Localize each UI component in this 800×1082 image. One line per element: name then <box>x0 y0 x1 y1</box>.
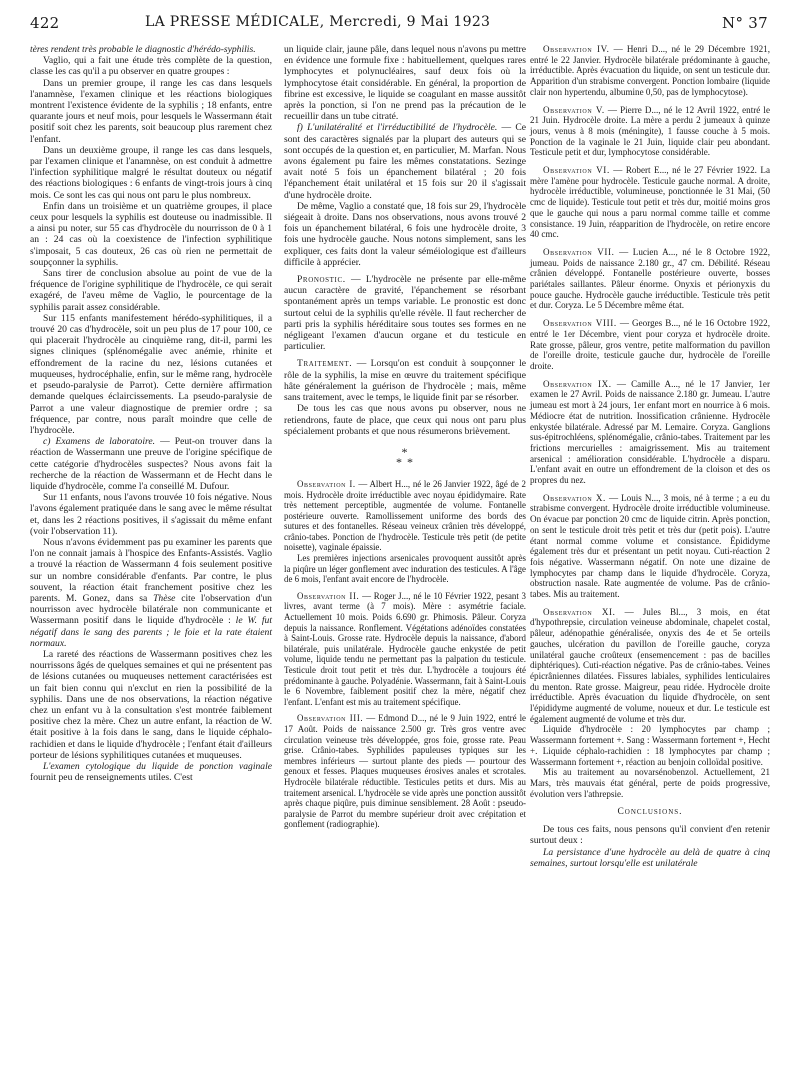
section-heading: c) Examens de laboratoire. <box>43 436 156 448</box>
paragraph: un liquide clair, jaune pâle, dans lequel nous n'avons pu mettre en évidence une formule fixe : habituellement, quelques rares lymphocytes et polynucléaires, sauf deux fois où la lymphocytose était considérable. En général, la proportion de fibrine est excessive, le liquide se coagulant en masse aussitôt après la ponction, si l'on ne prend pas la précaution de le recueillir dans un tube citraté. <box>284 44 526 123</box>
text: Nous n'avons évidemment pas pu examiner les parents que l'on ne connait jamais à l'hospice des Enfants-Assistés. Vaglio a trouvé la réaction de Wassermann 4 fois seulement positive sur un nombre considérable d'enfants. Par contre, le plus souvent, la réaction était franchement positive chez les parents. M. Gonez, dans sa <box>30 536 272 604</box>
observation <box>530 318 770 372</box>
paragraph: La rareté des réactions de Wassermann positives chez les nourrissons âgés de quelques semaines et qui ne présentent pas de lésions cutanées ou muqueuses nettement caractérisées est un fait bien connu qui n'exclut en rien la possibilité de la syphilis. Dans une de nos observations, la réaction négative chez un enfant vu à la consultation s'est montrée faiblement positive chez la mère. Chez un autre enfant, la réaction de W. était positive à la fois dans le sang, dans le liquide céphalo-rachidien et dans le liquide d'hydrocèle ; l'enfant était d'ailleurs porteur de lésions syphilitiques cutanées et muqueuses. <box>30 648 273 761</box>
page-number: 422 <box>30 14 60 32</box>
text: — Ce sont des caractères signalés par la plupart des auteurs qui se sont occupés de la question et, en particulier, M. Marfan. Nous avons également pu faire les mêmes constatations. Sezinge avait noté 5 fois un épanchement bilatéral ; 20 fois l'épanchement était unilatéral et 15 fois sur 20 il s'agissait d'une hydrocèle droite. <box>284 122 526 201</box>
paragraph <box>284 358 526 403</box>
text: — Edmond D..., né le 9 Juin 1922, entré le 17 Août. Poids de naissance 2.500 gr. Très gros ventre avec circulation veineuse très développée, gros foie, grosse rate. Peau grise. Crânio-tabes. Syphilides papuleuses typiques sur les membres inférieurs — surtout plante des pieds — pourtour des genoux et fesses. Plaques muqueuses érosives anales et scrotales. Hydrocèle bilatérale réductible. Testicules petits et durs. Mis au traitement arsenical. L'hydrocèle se vide après une ponction aussitôt après chaque piqûre, puis diminue sensiblement. 28 Août : pseudo-paralysie de Parrot du membre supérieur droit avec crépitation et gonflement (radiographie). <box>284 713 526 830</box>
observation-heading: Observation III. <box>297 713 364 724</box>
observation <box>284 713 526 830</box>
observation <box>530 105 770 159</box>
column-3 <box>530 44 770 869</box>
paragraph: Sur 115 enfants manifestement hérédo-syphilitiques, il a trouvé 20 cas d'hydrocèle, soit un peu plus de 17 pour 100, ce qui placerait l'hydrocèle au cinquième rang, dit-il, parmi les signes cliniques (splénomégalie avec anémie, rhinite et effondrement de la racine du nez, lésions cutanées et muqueuses, hydrocéphalie, enfin, sur le même rang, hydrocèle et pseudo-paralysie de Parrot). Cette dernière affirmation demande quelques éclaircissements. La pseudo-paralysie de Parrot a une valeur diagnostique de premier ordre ; sa fréquence, par contre, nous paraît moindre que celle de l'hydrocèle. <box>30 312 272 436</box>
paragraph: Mis au traitement au novarsénobenzol. Actuellement, 21 Mars, très mauvais état général, perte de poids progressive, évolution vers l'athrepsie. <box>530 767 770 799</box>
text: — Pierre D..., né le 12 Avril 1922, entré le 21 Juin. Hydrocèle droite. La mère a perdu 2 jumeaux à quinze jours, venus à 8 mois (méningite), 1 fausse couche à 5 mois. Ponction de la vaginale le 21 Juin, liquide clair peu abondant. Testicule petit et dur, lymphocytose considérable. <box>530 104 770 158</box>
text: le W. fut négatif dans le sang des parents ; le foie et la rate étaient normaux. <box>30 615 272 649</box>
text: fournit peu de renseignements utiles. C'est <box>30 772 193 784</box>
observation-heading: Observation IX. <box>543 378 612 389</box>
paragraph: La persistance d'une hydrocèle au delà de quatre à cinq semaines, surtout lorsqu'elle est unilatérale <box>530 846 770 869</box>
asterism-divider: * * * <box>396 444 414 469</box>
text: Thèse <box>153 592 176 604</box>
text: — L'hydrocèle ne présente par elle-même aucun caractère de gravité, l'épanchement se résorbant spontanément après un temps variable. Le pronostic est donc surtout celui de la syphilis qu'elle révèle. Il faut rechercher de parti pris la syphilis héréditaire sous toutes ses formes en ne négligeant l'examen d'aucun organe et du testicule en particulier. <box>284 274 526 353</box>
observation-heading: Observation VII. <box>543 246 615 257</box>
column-1 <box>30 44 272 783</box>
observation-heading: Observation XI. <box>543 606 616 617</box>
observation <box>284 591 526 708</box>
paragraph <box>284 122 526 200</box>
paragraph <box>284 274 526 352</box>
text: — Louis N..., 3 mois, né à terme ; a eu du strabisme convergent. Hydrocèle droite irréductible volumineuse. On évacue par ponction 20 cmc de liquide citrin. Après ponction, on sent le testicule droit très petit et très dur (petit pois). L'autre étant normal comme volume et consistance. Épididyme également très dur et présentant un petit noyau. Cuti-réaction 2 fois négative. Wassermann négatif. On note une dizaine de lymphocytes par champ dans le liquide d'hydrocèle. Coryza, obstruction nasale. Rate augmentée de volume. Pas de crânio-tabes. Mis au traitement. <box>530 492 770 600</box>
observation-heading: Observation VI. <box>543 165 610 176</box>
issue-number: N° 37 <box>722 14 768 32</box>
text: — Jules Bl..., 3 mois, en état d'hypothrepsie, circulation veineuse abdominale, chapelet costal, pâleur, adénopathie généralisée, onyxis des 4e et 5e orteils gauches, ulcération du pavillon de l'oreille gauche, coryza unilatéral gauche croûteux (ensemencement : pas de bacilles diphtériques). Cuti-réaction négative. Pas de crânio-tabes. Veines épicrâniennes dilatées. Fissures labiales, syphilides lenticulaires du menton. Rate grosse. Maigreur, peau ridée. Hydrocèle droite irréductible. Après évacuation du liquide d'hydrocèle, on sent l'épididyme augmenté de volume, noueux et dur. Le testicule est également augmenté de volume et très dur. <box>530 606 770 724</box>
page-header <box>30 14 768 34</box>
paragraph: Liquide d'hydrocèle : 20 lymphocytes par champ ; Wassermann fortement +. Sang : Wassermann fortement +, Hecht +. Liquide céphalo-rachidien : 18 lymphocytes par champ ; Wassermann fortement +, réaction au benjoin colloïdal positive. <box>530 724 770 767</box>
text: — Henri D..., né le 29 Décembre 1921, entré le 22 Janvier. Hydrocèle bilatérale prédominante à gauche, irréductible. Après évacuation du liquide, on sent un testicule dur. Apparition d'un strabisme convergent. Ponction lombaire (liquide clair non hypertendu, albumine 0,50, pas de lymphocytose). <box>530 44 770 97</box>
section-heading: Traitement. <box>297 358 353 370</box>
text: — Albert H..., né le 26 Janvier 1922, âgé de 2 mois. Hydrocèle droite irréductible avec noyau épididymaire. Rate très nettement perceptible, augmentée de volume. Fontanelle postérieure ouverte. Ramollissement uniforme des bords des sutures et des fontanelles. Réseau veineux crânien très développé, crânio-tabes. Ponction de l'hydrocèle. Testicule très petit (de petite noisette), vaginale épaissie. <box>284 478 526 553</box>
observation <box>530 379 770 486</box>
paragraph <box>30 761 272 783</box>
text: L'examen cytologique du liquide de ponction vaginale <box>43 761 272 772</box>
observation-heading: Observation IV. <box>543 44 610 54</box>
observation-heading: Observation II. <box>297 590 360 601</box>
text: cite l'observation d'un nourrisson avec hydrocèle bilatérale non communicante et Wassermann positif dans le liquide d'hydrocèle : <box>30 592 272 627</box>
observation <box>530 165 770 240</box>
paragraph: Dans un deuxième groupe, il range les cas dans lesquels, par l'examen clinique et l'anamnèse, on est conduit à admettre l'infection syphilitique malgré le résultat douteux ou négatif des réactions biologiques : 6 enfants de vingt-trois jours à cinq mois. Ce sont les cas qui nous ont paru le plus nombreux. <box>30 144 272 201</box>
paragraph: Sans tirer de conclusion absolue au point de vue de la fréquence de l'origine syphilitique de l'hydrocèle, ce qui serait exagéré, de l'aveu même de Vaglio, le pourcentage de la syphilis parait assez considérable. <box>30 268 272 313</box>
column-2 <box>284 44 526 830</box>
text: — Peut-on trouver dans la réaction de Wassermann une preuve de l'origine spécifique de cette catégorie d'hydrocèles suspectes? Nous avons fait la recherche de la réaction de Wassermann et de Hecht dans le liquide d'hydrocèle, comme l'a conseillé M. Dufour. <box>30 436 272 492</box>
conclusions-heading: Conclusions. <box>617 807 683 818</box>
paragraph <box>30 436 272 492</box>
observation-heading: Observation X. <box>543 492 606 503</box>
paragraph: De tous les cas que nous avons pu observer, nous ne retiendrons, faute de place, que ceux qui nous ont paru plus spécialement probants et que nous résumerons brièvement. <box>284 403 526 437</box>
text: — Robert E..., né le 27 Février 1922. La mère l'amène pour hydrocèle. Testicule gauche normal. A droite, hydrocèle irréductible, volumineuse, ponctionnée le 31 Mai, (50 cmc de liquide). Testicule tout petit et très dur, moitié moins gros que le gauche qui nous a paru normal comme taille et comme consistance. 19 Juin, réapparition de l'hydrocèle, on retire encore 40 cmc. <box>530 165 770 240</box>
paragraph: De tous ces faits, nous pensons qu'il convient d'en retenir surtout deux : <box>530 824 770 847</box>
observation <box>530 493 770 600</box>
text: — Lorsqu'on est conduit à soupçonner le rôle de la syphilis, la mise en œuvre du traitement spécifique hâte généralement la guérison de l'hydrocèle ; mais, même sans traitement, avec le temps, le liquide finit par se résorber. <box>284 358 526 404</box>
text: — Georges B..., né le 16 Octobre 1922, entré le 1er Décembre, vient pour coryza et hydrocèle droite. Rate grosse, pâleur, gros ventre, petite malformation du pavillon de l'oreille droite, testicule gauche dur, hydrocèle de l'oreille droite. <box>530 318 770 371</box>
observation <box>530 44 770 98</box>
paragraph: Enfin dans un troisième et un quatrième groupes, il place ceux pour lesquels la syphilis est douteuse ou inadmissible. Il a ainsi pu noter, sur 55 cas d'hydrocèle du nourrisson de 0 à 1 an : 24 cas où la coexistence de l'infection syphilitique s'imposait, 5 cas douteux, 26 cas où rien ne permettait de soupçonner la syphilis. <box>30 200 272 268</box>
observation <box>530 607 770 725</box>
paragraph: Dans un premier groupe, il range les cas dans lesquels l'anamnèse, l'examen clinique et les réactions biologiques montrent l'existence évidente de la syphilis ; 18 enfants, entre quarante jours et neuf mois, pour lesquels le Wassermann était positif soit chez les parents, soit beaucoup plus rarement chez l'enfant. <box>30 77 272 145</box>
paragraph: Vaglio, qui a fait une étude très complète de la question, classe les cas qu'il a pu observer en quatre groupes : <box>30 55 272 78</box>
paragraph: De même, Vaglio a constaté que, 18 fois sur 29, l'hydrocèle siégeait à droite. Dans nos observations, nous avons trouvé 2 fois un épanchement bilatéral, 6 fois une hydrocèle droite, 3 fois une hydrocèle gauche. Nous notons simplement, sans les expliquer, ces faits dont la valeur séméiologique est d'ailleurs difficile à apprécier. <box>284 200 526 268</box>
text: — Camille A..., né le 17 Janvier, 1er examen le 27 Avril. Poids de naissance 2.180 gr. Jumeau. L'autre jumeau est mort à 24 jours, 1er enfant mort en nourrice à 6 mois. Médiocre état de nutrition. Inossification crânienne. Hydrocèle enkystée bilatérale. Adressé par M. Lemaire. Coryza. Ganglions sus-épitrochléens, splénomégalie, crânio-tabes. Traitement par les frictions mercurielles : amaigrissement. Mis au traitement arsenical : amélioration considérable. L'hydrocèle a disparu. L'enfant avait en outre un effondrement de la cloison et des os propres du nez. <box>530 378 770 486</box>
observation-heading: Observation I. <box>297 478 356 489</box>
observation-heading: Observation VIII. <box>543 318 617 329</box>
paragraph: Sur 11 enfants, nous l'avons trouvée 10 fois négative. Nous l'avons également pratiquée dans le sang avec le même résultat et, dans les 2 réactions positives, il s'agissait du même enfant (voir l'observation 11). <box>30 492 272 537</box>
paragraph: tères rendent très probable le diagnostic d'hérédo-syphilis. <box>30 44 256 55</box>
observation-heading: Observation V. <box>543 104 605 115</box>
paragraph <box>30 537 272 649</box>
paragraph: Les premières injections arsenicales provoquent aussitôt après la piqûre un léger gonflement avec induration des testicules. A l'âge de 6 mois, l'enfant avait encore de l'hydrocèle. <box>284 553 526 585</box>
section-heading: Pronostic. <box>297 274 346 286</box>
observation <box>530 247 770 311</box>
text: — Roger J..., né le 10 Février 1922, pesant 3 livres, avant terme (à 7 mois). Mère : asymétrie faciale. Actuellement 10 mois. Poids 6.690 gr. Phimosis. Pâleur. Coryza depuis la naissance. Ronflement. Végétations adénoïdes constatées à Saint-Louis. Grosse rate. Hydrocèle depuis la naissance, d'abord bilatérale, puis unilatérale. Hydrocèle gauche enkystée de petit volume, liquide tendu ne permettant pas la palpation du testicule. Testicule droit tout petit et très dur. L'hydrocèle a toujours été prédominante à gauche. Polyadénie. Wassermann, fait à Saint-Louis le 6 Novembre, faiblement positif chez la mère, négatif chez l'enfant. L'enfant est mis au traitement spécifique. <box>284 590 526 707</box>
section-heading: f) L'unilatéralité et l'irréductibilité de l'hydrocèle. <box>297 122 498 134</box>
journal-title: LA PRESSE MÉDICALE, Mercredi, 9 Mai 1923 <box>145 14 491 30</box>
text: — Lucien A..., né le 8 Octobre 1922, jumeau. Poids de naissance 2.180 gr., 47 cm. Débilité. Réseau crânien développé. Fontanelle postérieure ouverte, bosses pariétales saillantes. Pâleur énorme. Onyxis et périonyxis du pouce gauche. Hydrocèle gauche irréductible. Testicule très petit et dur. Coryza. Le 5 Décembre même état. <box>530 246 770 311</box>
observation <box>284 479 526 553</box>
